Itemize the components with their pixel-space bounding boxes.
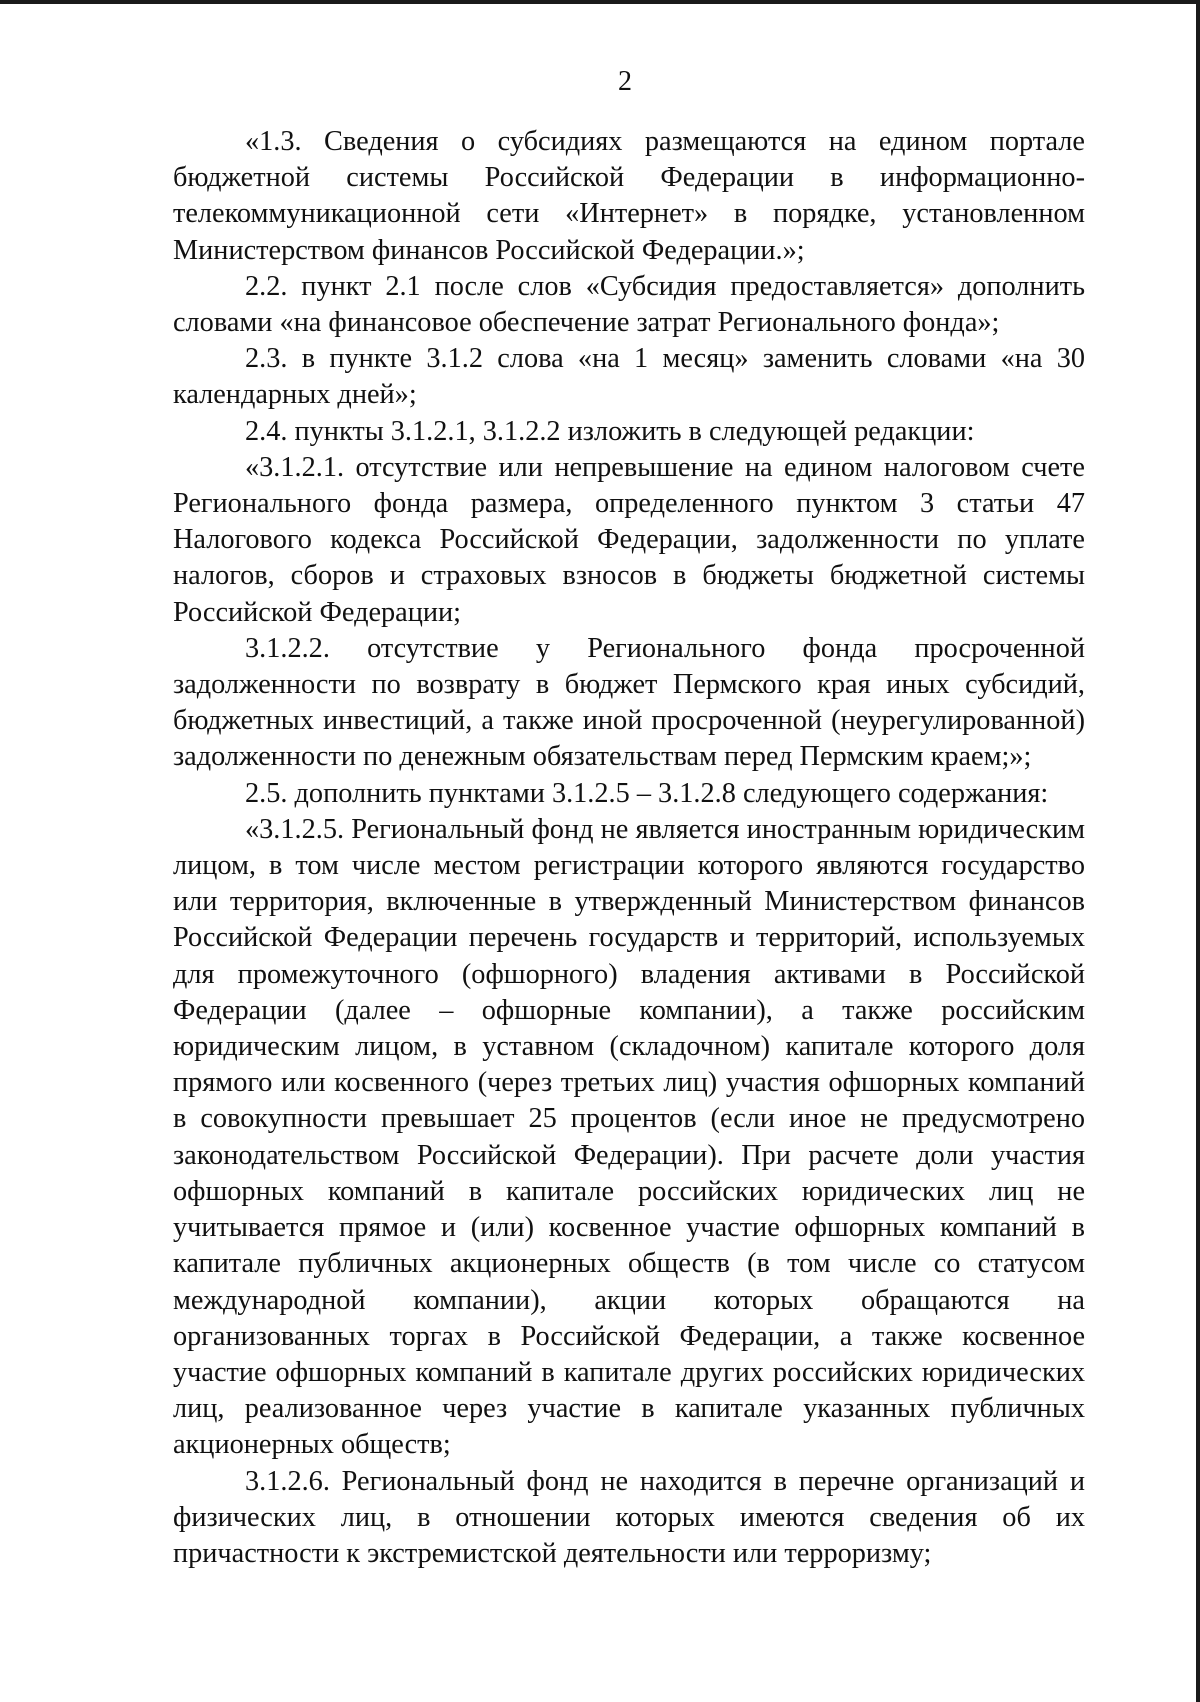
document-body: [173, 124, 1085, 1572]
scan-edge-top: [0, 0, 1200, 4]
scan-edge-right: [1196, 0, 1200, 1702]
paragraph-2-2: 2.2. пункт 2.1 после слов «Субсидия предоставляется» дополнить словами «на финансовое обеспечение затрат Регионального фонда»;: [173, 270, 1085, 339]
paragraph-3-1-2-1: «3.1.2.1. отсутствие или непревышение на едином налоговом счете Регионального фонда размера, определенного пунктом 3 статьи 47 Налогового кодекса Российской Федерации, задолженности по уплате налогов, сборов и страховых взносов в бюджеты бюджетной системы Российской Федерации;: [173, 451, 1085, 628]
paragraph-1-3: «1.3. Сведения о субсидиях размещаются на едином портале бюджетной системы Российской Федерации в информационно-телекоммуникационной сети «Интернет» в порядке, установленном Министерством финансов Российской Федерации.»;: [173, 126, 1085, 266]
paragraph-2-3: 2.3. в пункте 3.1.2 слова «на 1 месяц» заменить словами «на 30 календарных дней»;: [173, 343, 1085, 411]
paragraph-2-5: 2.5. дополнить пунктами 3.1.2.5 – 3.1.2.8 следующего содержания:: [245, 777, 1049, 809]
paragraph-3-1-2-6: 3.1.2.6. Региональный фонд не находится в перечне организаций и физических лиц, в отношении которых имеются сведения об их причастности к экстремистской деятельности или терроризму;: [173, 1465, 1085, 1569]
page-number: 2: [618, 66, 632, 97]
paragraph-3-1-2-5: «3.1.2.5. Региональный фонд не является иностранным юридическим лицом, в том числе местом регистрации которого являются государство или территория, включенные в утвержденный Министерством финансов Российской Федерации перечень государств и территорий, используемых для промежуточного (офшорного) владения активами в Российской Федерации (далее – офшорные компании), а также российским юридическим лицом, в уставном (складочном) капитале которого доля прямого или косвенного (через третьих лиц) участия офшорных компаний в совокупности превышает 25 процентов (если иное не предусмотрено законодательством Российской Федерации). При расчете доли участия офшорных компаний в капитале российских юридических лиц не учитывается прямое и (или) косвенное участие офшорных компаний в капитале публичных акционерных обществ (в том числе со статусом международной компании), акции которых обращаются на организованных торгах в Российской Федерации, а также косвенное участие офшорных компаний в капитале других российских юридических лиц, реализованное через участие в капитале указанных публичных акционерных обществ;: [173, 813, 1085, 1461]
paragraph-3-1-2-2: 3.1.2.2. отсутствие у Регионального фонда просроченной задолженности по возврату в бюджет Пермского края иных субсидий, бюджетных инвестиций, а также иной просроченной (неурегулированной) задолженности по денежным обязательствам перед Пермским краем;»;: [173, 632, 1085, 773]
paragraph-2-4: 2.4. пункты 3.1.2.1, 3.1.2.2 изложить в следующей редакции:: [245, 415, 975, 447]
